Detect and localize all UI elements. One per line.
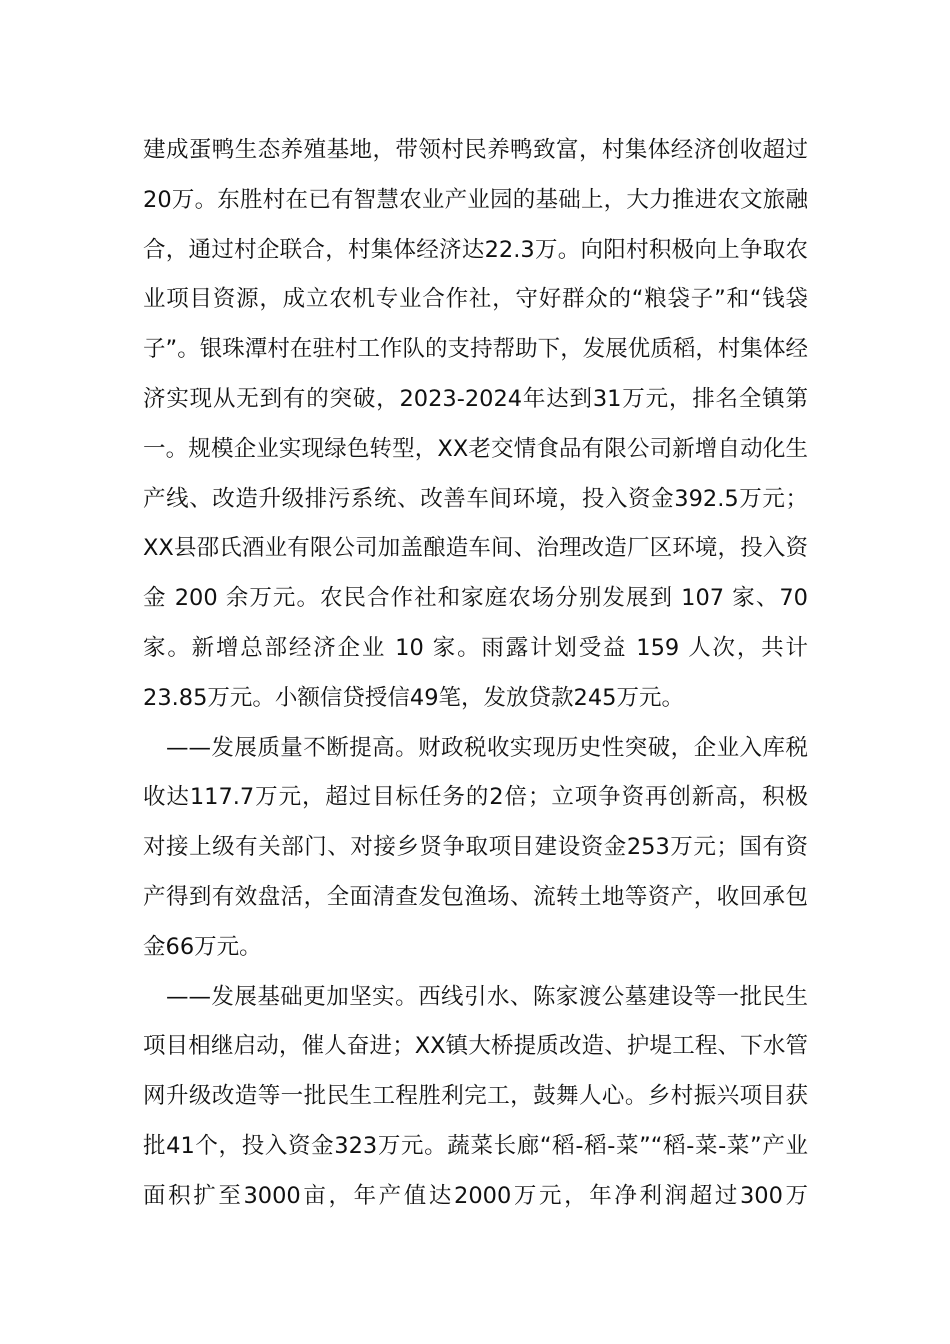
text-line: 家。新增总部经济企业 10 家。雨露计划受益 159 人次，共计 (143, 634, 808, 661)
text-line: 产线、改造升级排污系统、改善车间环境，投入资金392.5万元； (143, 485, 808, 512)
text-line: 批41个，投入资金323万元。蔬菜长廊“稻-稻-菜”“稻-菜-菜”产业 (143, 1132, 808, 1159)
text-line: 业项目资源，成立农机专业合作社，守好群众的“粮袋子”和“钱袋 (143, 286, 808, 313)
text-line: 济实现从无到有的突破，2023-2024年达到31万元，排名全镇第 (143, 385, 808, 412)
text-line: 产得到有效盘活，全面清查发包渔场、流转土地等资产，收回承包 (143, 883, 808, 910)
text-line: XX县邵氏酒业有限公司加盖酿造车间、治理改造厂区环境，投入资 (143, 535, 808, 562)
document-body (143, 126, 808, 1222)
text-line: 项目相继启动，催人奋进；XX镇大桥提质改造、护堤工程、下水管 (143, 1033, 808, 1060)
text-line: 收达117.7万元，超过目标任务的2倍；立项争资再创新高，积极 (143, 784, 808, 811)
text-line: 20万。东胜村在已有智慧农业产业园的基础上，大力推进农文旅融 (143, 186, 808, 213)
text-line: 网升级改造等一批民生工程胜利完工，鼓舞人心。乡村振兴项目获 (143, 1083, 808, 1110)
text-line: 一。规模企业实现绿色转型，XX老交情食品有限公司新增自动化生 (143, 435, 808, 462)
text-line: ——发展基础更加坚实。西线引水、陈家渡公墓建设等一批民生 (143, 983, 808, 1010)
text-line: 面积扩至3000亩，年产值达2000万元，年净利润超过300万 (143, 1182, 808, 1209)
text-line: 对接上级有关部门、对接乡贤争取项目建设资金253万元；国有资 (143, 834, 808, 861)
text-line: 建成蛋鸭生态养殖基地，带领村民养鸭致富，村集体经济创收超过 (143, 137, 808, 163)
text-line: 金66万元。 (143, 933, 262, 960)
text-line: 子”。银珠潭村在驻村工作队的支持帮助下，发展优质稻，村集体经 (143, 336, 808, 363)
text-line: 23.85万元。小额信贷授信49笔，发放贷款245万元。 (143, 684, 684, 711)
text-line: 合，通过村企联合，村集体经济达22.3万。向阳村积极向上争取农 (143, 236, 808, 263)
text-line: ——发展质量不断提高。财政税收实现历史性突破，企业入库税 (143, 734, 808, 761)
text-line: 金 200 余万元。农民合作社和家庭农场分别发展到 107 家、70 (143, 585, 808, 612)
